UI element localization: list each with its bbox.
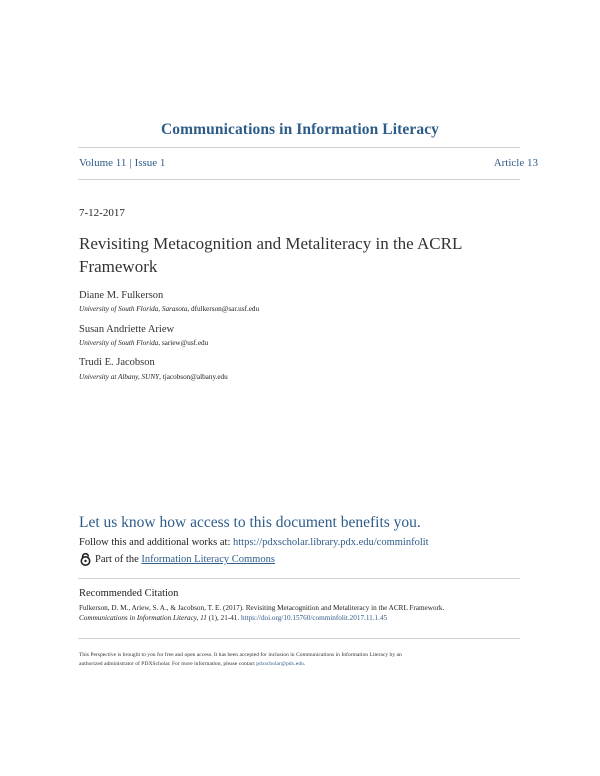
fine-print-line-1: This Perspective is brought to you for free and open access. It has been accepted for inclusion in Communications in Information Literacy by an [79, 652, 402, 658]
title-line-1: Revisiting Metacognition and Metaliteracy in the ACRL [79, 234, 463, 253]
fine-print-line-2 [79, 660, 519, 669]
journal-title[interactable]: Communications in Information Literacy [160, 121, 440, 138]
follow-label: Follow this and additional works at: [79, 537, 233, 548]
author-name: Diane M. Fulkerson [79, 290, 164, 301]
author-affiliation [79, 373, 228, 381]
title-line-2: Framework [79, 257, 158, 276]
affiliation-text: University of South Florida [79, 339, 159, 347]
volume-divider [78, 179, 520, 180]
affiliation-text: University at Albany, SUNY [79, 373, 160, 381]
citation-text [79, 603, 529, 623]
benefit-feedback-link[interactable]: Let us know how access to this document benefits you. [79, 514, 421, 531]
article-title [79, 232, 479, 278]
author-affiliation [79, 339, 208, 347]
citation-journal: Communications in Information Literacy, 11 [79, 614, 207, 622]
citation-issue-pages: (1), 21-41. [206, 614, 241, 622]
publication-date: 7-12-2017 [79, 207, 125, 219]
footer-divider [78, 638, 520, 639]
author-email: , tjacobson@albany.edu [159, 373, 228, 381]
author-email: , dfulkerson@sar.usf.edu [187, 305, 260, 313]
collection-url-link[interactable]: https://pdxscholar.library.pdx.edu/comminfolit [233, 537, 429, 548]
follow-line [79, 537, 429, 548]
doi-link[interactable]: https://doi.org/10.15760/comminfolit.2017.11.1.45 [240, 614, 388, 622]
fine-print-text: authorized administrator of PDXScholar. For more information, please contact [79, 661, 257, 667]
header-divider [78, 147, 520, 148]
fine-print-end: . [303, 661, 306, 667]
volume-separator: | [129, 157, 132, 169]
author-name: Trudi E. Jacobson [79, 357, 155, 368]
open-access-icon [79, 553, 92, 566]
part-of-line [79, 553, 275, 566]
recommended-citation-heading: Recommended Citation [79, 588, 179, 599]
author-email: , sariew@usf.edu [158, 339, 209, 347]
author-affiliation [79, 305, 259, 313]
citation-line-2 [79, 613, 529, 623]
author-name: Susan Andriette Ariew [79, 324, 175, 335]
affiliation-text: University of South Florida, Sarasota [79, 305, 188, 313]
volume-link[interactable]: Volume 11 [79, 157, 127, 169]
article-number[interactable]: Article 13 [493, 157, 538, 169]
commons-link[interactable]: Information Literacy Commons [141, 554, 275, 565]
citation-divider [78, 578, 520, 579]
part-of-label: Part of the [95, 554, 139, 565]
issue-link[interactable]: Issue 1 [134, 157, 166, 169]
contact-email-link[interactable]: pdxscholar@pdx.edu [256, 661, 304, 667]
volume-issue [79, 157, 165, 169]
fine-print [79, 651, 519, 669]
citation-line-1: Fulkerson, D. M., Ariew, S. A., & Jacobson, T. E. (2017). Revisiting Metacognition and Metaliteracy in the ACRL Framework. [79, 604, 445, 612]
